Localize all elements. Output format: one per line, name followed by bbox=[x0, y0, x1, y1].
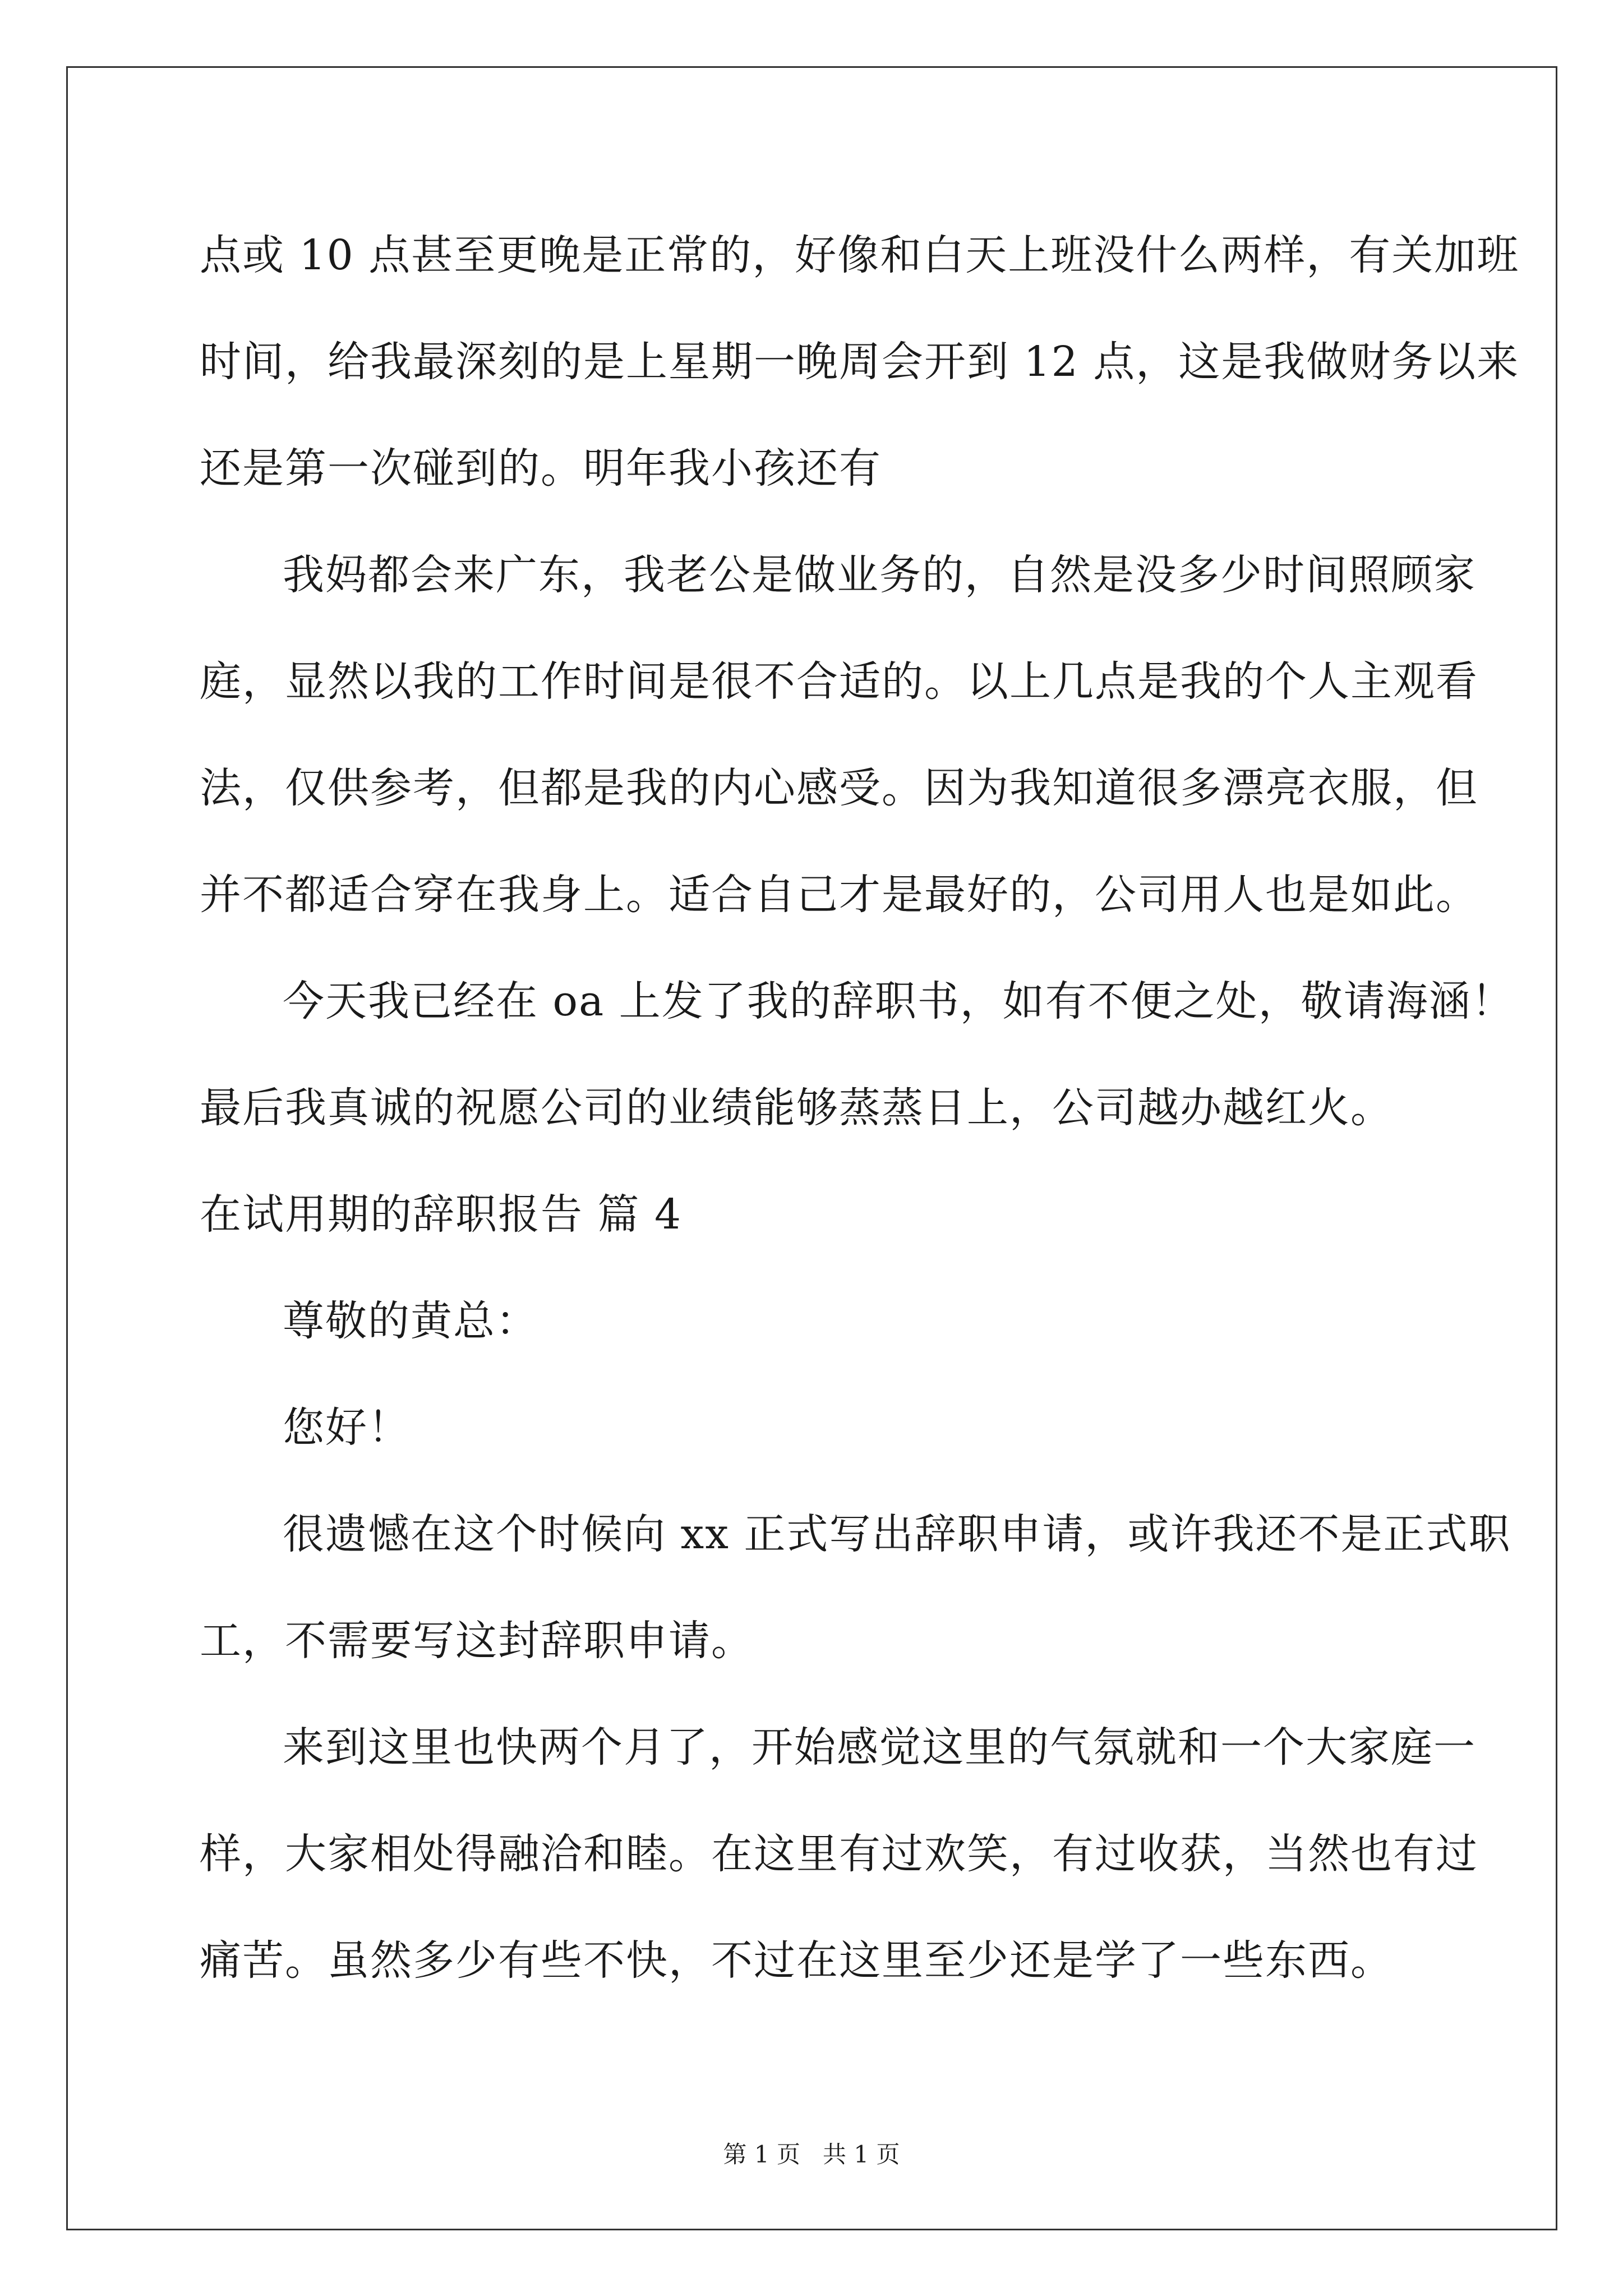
paragraph-line-8: 今天我已经在 oa 上发了我的辞职书，如有不便之处，敬请海涵！ bbox=[283, 977, 1514, 1025]
paragraph-line-17: 痛苦。虽然多少有些不快，不过在这里至少还是学了一些东西。 bbox=[200, 1936, 1393, 1985]
paragraph-line-7: 并不都适合穿在我身上。适合自己才是最好的，公司用人也是如此。 bbox=[200, 871, 1478, 919]
greeting: 您好！ bbox=[283, 1404, 411, 1452]
paragraph-line-16: 样，大家相处得融洽和睦。在这里有过欢笑，有过收获，当然也有过 bbox=[200, 1830, 1478, 1878]
salutation: 尊敬的黄总： bbox=[283, 1297, 538, 1345]
page-border bbox=[66, 66, 1557, 2230]
section-heading: 在试用期的辞职报告 篇 4 bbox=[200, 1190, 683, 1239]
paragraph-line-14: 工，不需要写这封辞职申请。 bbox=[200, 1617, 754, 1665]
paragraph-line-13: 很遗憾在这个时候向 xx 正式写出辞职申请，或许我还不是正式职 bbox=[283, 1510, 1511, 1558]
paragraph-line-3: 还是第一次碰到的。明年我小孩还有 bbox=[200, 444, 882, 493]
page-number-footer: 第 1 页 共 1 页 bbox=[723, 2141, 900, 2168]
paragraph-line-4: 我妈都会来广东，我老公是做业务的，自然是没多少时间照顾家 bbox=[283, 551, 1476, 599]
paragraph-line-6: 法，仅供参考，但都是我的内心感受。因为我知道很多漂亮衣服，但 bbox=[200, 764, 1478, 812]
paragraph-line-9: 最后我真诚的祝愿公司的业绩能够蒸蒸日上，公司越办越红火。 bbox=[200, 1084, 1393, 1132]
paragraph-line-1: 点或 10 点甚至更晚是正常的，好像和白天上班没什么两样，有关加班 bbox=[200, 231, 1520, 279]
paragraph-line-5: 庭，显然以我的工作时间是很不合适的。以上几点是我的个人主观看 bbox=[200, 657, 1478, 706]
paragraph-line-2: 时间，给我最深刻的是上星期一晚周会开到 12 点，这是我做财务以来 bbox=[200, 338, 1520, 386]
paragraph-line-15: 来到这里也快两个月了，开始感觉这里的气氛就和一个大家庭一 bbox=[283, 1723, 1476, 1772]
